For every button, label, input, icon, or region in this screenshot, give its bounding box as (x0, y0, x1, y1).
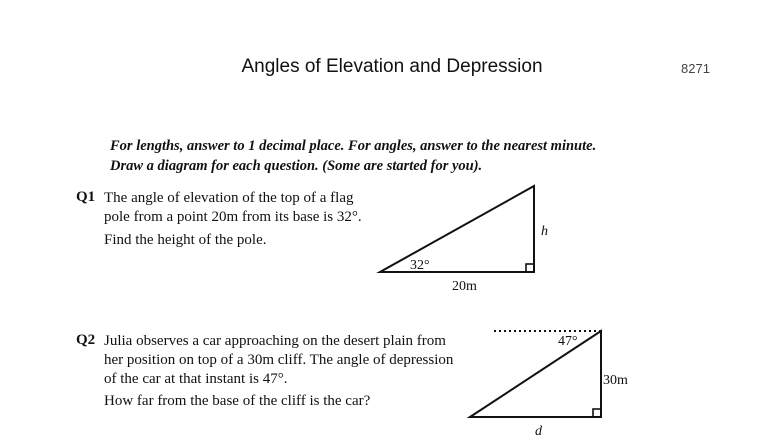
side-label-2: 30m (603, 373, 628, 388)
question-1-text (104, 189, 362, 227)
question-1-number: Q1 (76, 189, 96, 205)
right-angle-marker-1 (526, 264, 534, 272)
worksheet-code: 8271 (681, 61, 710, 76)
question-1-line-1: The angle of elevation of the top of a flag (104, 190, 354, 206)
right-angle-marker-2 (593, 409, 601, 417)
side-label-1: h (541, 224, 548, 239)
question-2-line-3: of the car at that instant is 47°. (104, 371, 288, 387)
base-label-1: 20m (452, 279, 477, 294)
instructions-line-1: For lengths, answer to 1 decimal place. For angles, answer to the nearest minute. (110, 138, 597, 154)
question-1-task: Find the height of the pole. (104, 232, 267, 248)
question-2-diagram (460, 320, 660, 441)
angle-label-2: 47° (558, 334, 578, 349)
question-2-line-1: Julia observes a car approaching on the desert plain from (104, 333, 446, 349)
triangle-2 (470, 331, 601, 417)
question-2-number: Q2 (76, 332, 96, 348)
base-label-2: d (535, 424, 542, 439)
question-1-diagram (370, 180, 570, 300)
question-2-task: How far from the base of the cliff is the car? (104, 393, 371, 409)
angle-label-1: 32° (410, 258, 430, 273)
instructions-line-2: Draw a diagram for each question. (Some are started for you). (110, 158, 483, 174)
question-2-line-2: her position on top of a 30m cliff. The angle of depression (104, 352, 454, 368)
question-2-text (104, 332, 453, 389)
page-title: Angles of Elevation and Depression (241, 56, 543, 77)
instructions (110, 136, 596, 176)
question-1-line-2: pole from a point 20m from its base is 32°. (104, 209, 362, 225)
triangle-1 (380, 186, 534, 272)
